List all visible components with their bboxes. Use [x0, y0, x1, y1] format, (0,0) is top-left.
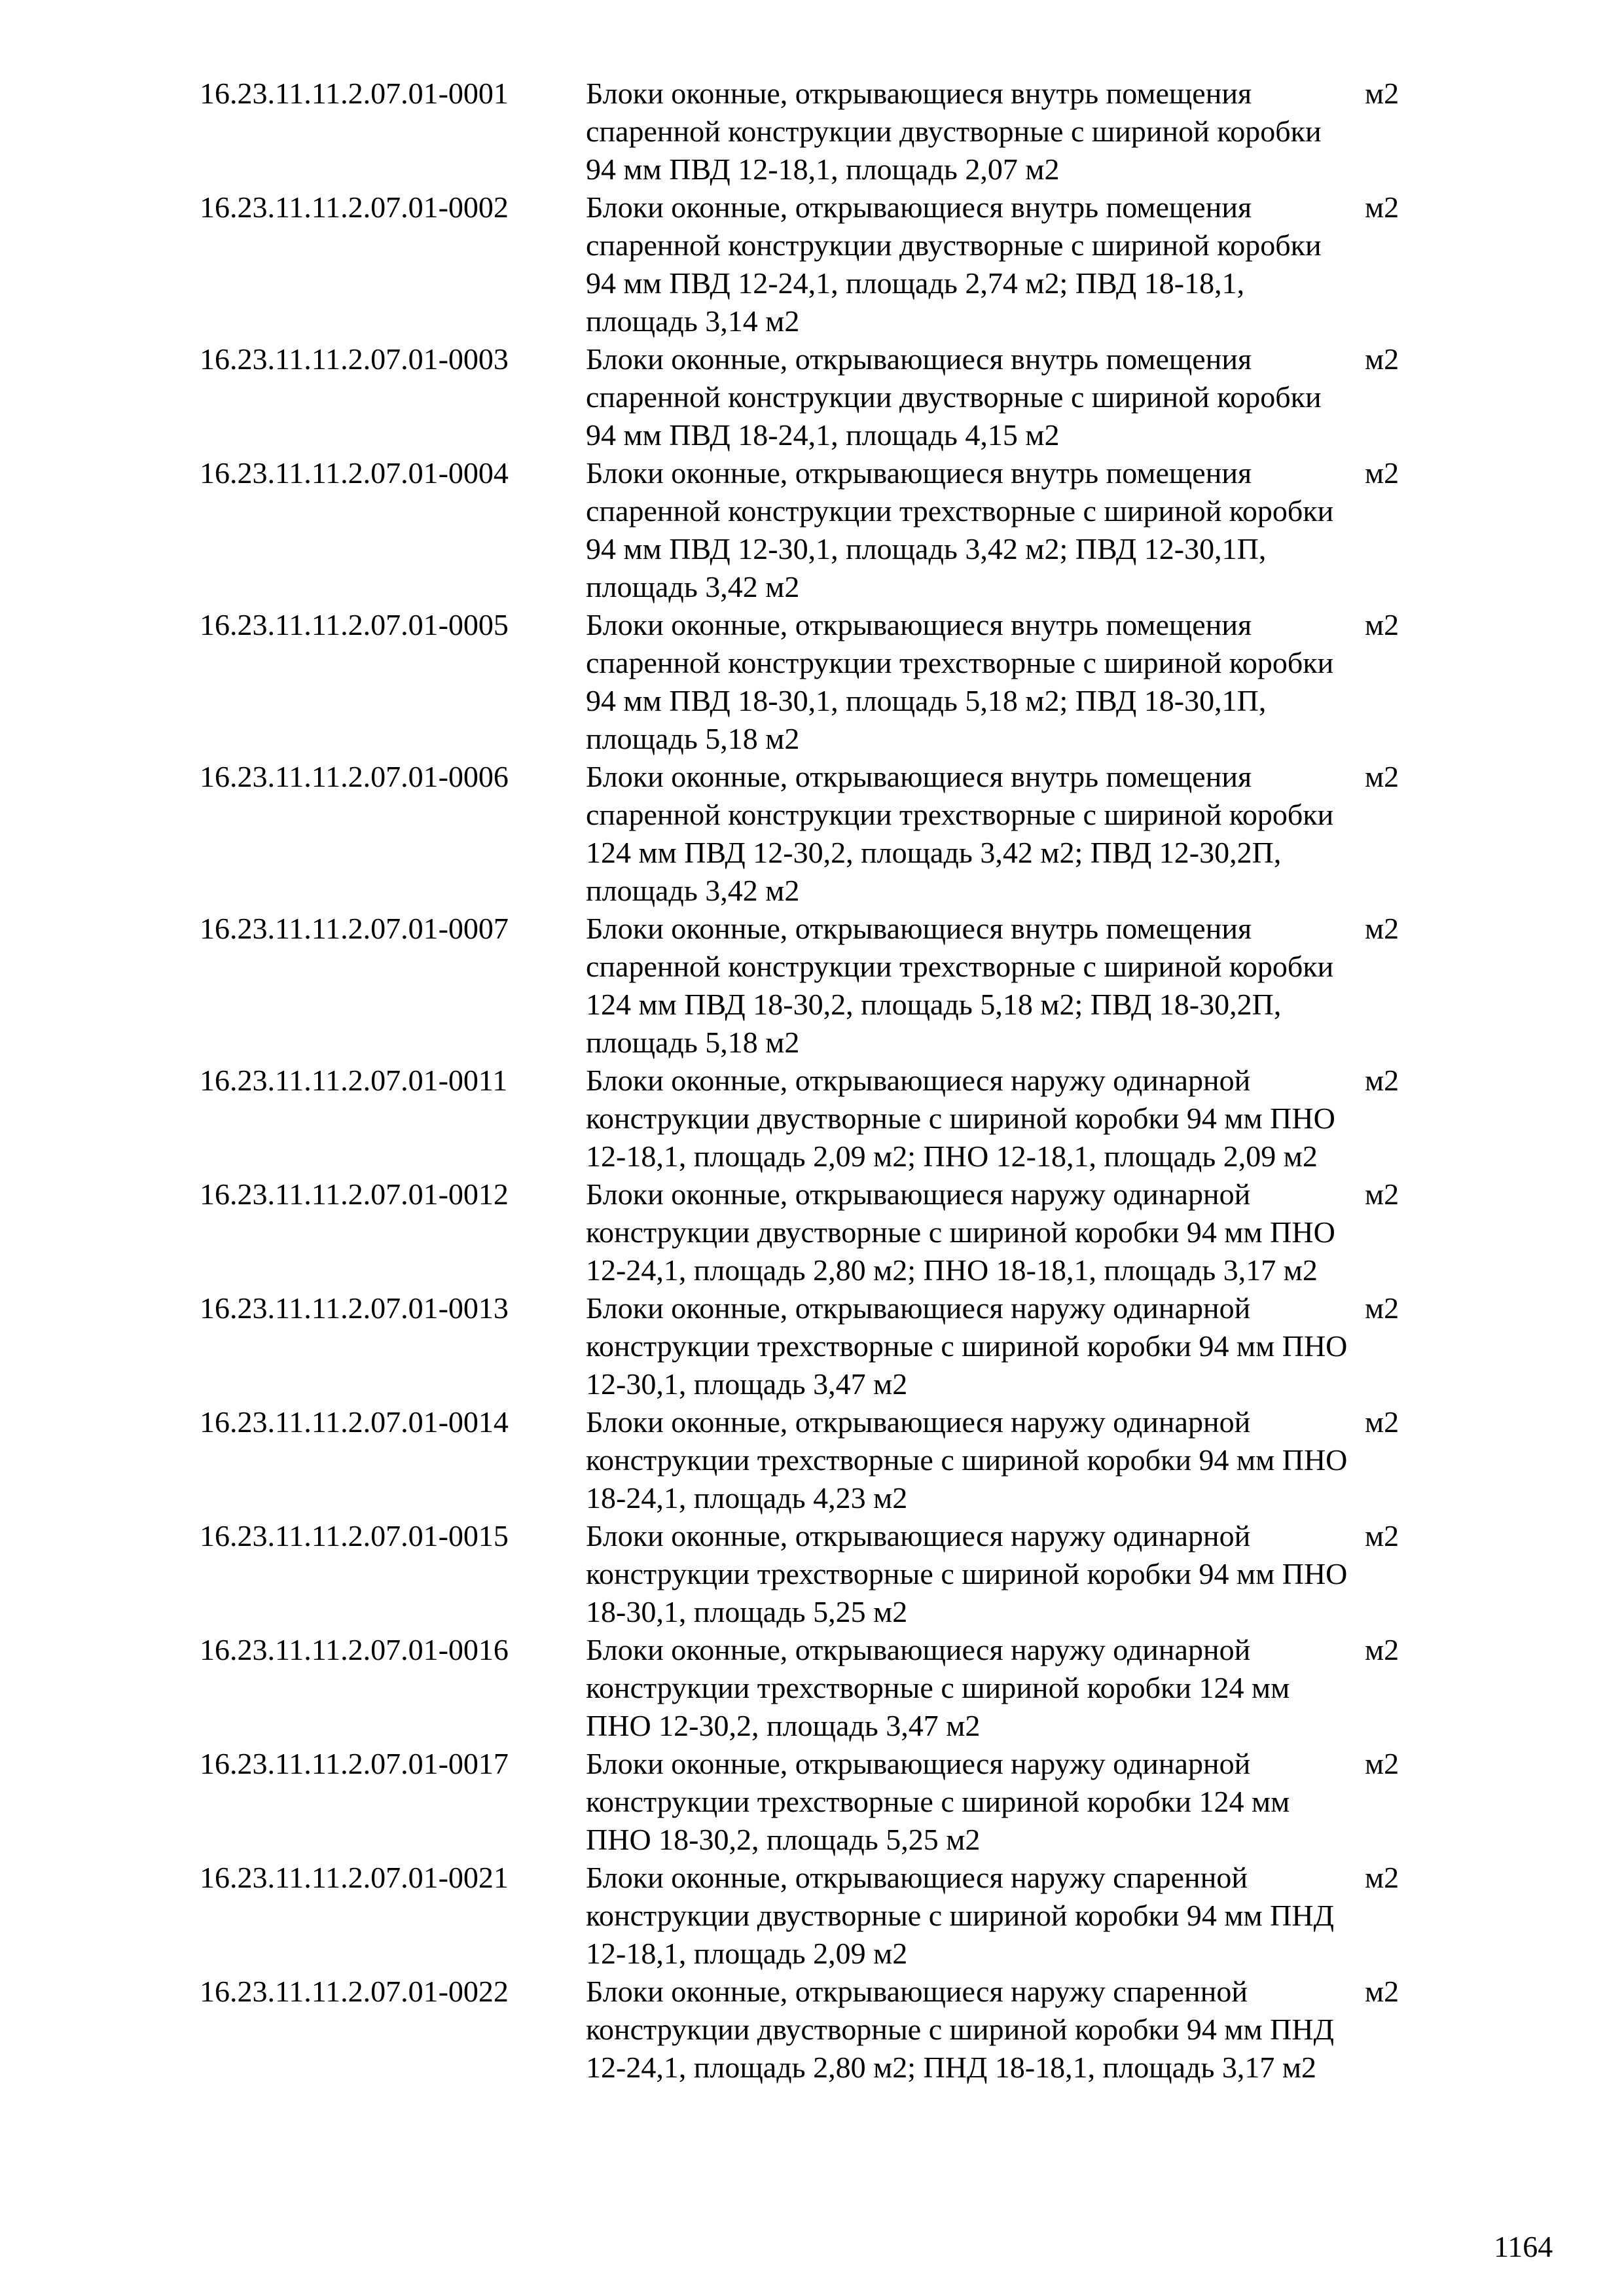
- table-row: [200, 1973, 1443, 2087]
- item-code: 16.23.11.11.2.07.01-0014: [200, 1405, 509, 1439]
- table-row: [200, 454, 1443, 606]
- item-code: 16.23.11.11.2.07.01-0007: [200, 912, 509, 945]
- table-row: [200, 75, 1443, 188]
- item-description: Блоки оконные, открывающиеся наружу одинарной конструкции трехстворные с шириной коробки 124 мм ПНО 18-30,2, площадь 5,25 м2: [586, 1747, 1290, 1856]
- item-unit: м2: [1365, 1177, 1399, 1211]
- item-description: Блоки оконные, открывающиеся наружу одинарной конструкции трехстворные с шириной коробки 94 мм ПНО 18-24,1, площадь 4,23 м2: [586, 1405, 1348, 1515]
- item-unit: м2: [1365, 1861, 1399, 1894]
- price-list-table: [200, 75, 1443, 2087]
- item-unit: м2: [1365, 1975, 1399, 2008]
- item-description: Блоки оконные, открывающиеся наружу одинарной конструкции трехстворные с шириной коробки 94 мм ПНО 12-30,1, площадь 3,47 м2: [586, 1291, 1348, 1401]
- item-unit: м2: [1365, 760, 1399, 793]
- item-code: 16.23.11.11.2.07.01-0017: [200, 1747, 509, 1780]
- item-unit: м2: [1365, 1747, 1399, 1780]
- item-description: Блоки оконные, открывающиеся внутрь помещения спаренной конструкции трехстворные с шириной коробки 124 мм ПВД 12-30,2, площадь 3,42 м2; ПВД 12-30,2П, площадь 3,42 м2: [586, 760, 1334, 907]
- table-row: [200, 1517, 1443, 1631]
- item-unit: м2: [1365, 190, 1399, 224]
- item-code: 16.23.11.11.2.07.01-0015: [200, 1519, 509, 1552]
- item-unit: м2: [1365, 1291, 1399, 1325]
- item-description: Блоки оконные, открывающиеся внутрь помещения спаренной конструкции двустворные с шириной коробки 94 мм ПВД 18-24,1, площадь 4,15 м2: [586, 342, 1322, 452]
- table-row: [200, 1631, 1443, 1745]
- table-row: [200, 340, 1443, 454]
- item-description: Блоки оконные, открывающиеся наружу одинарной конструкции трехстворные с шириной коробки 124 мм ПНО 12-30,2, площадь 3,47 м2: [586, 1633, 1290, 1742]
- item-code: 16.23.11.11.2.07.01-0013: [200, 1291, 509, 1325]
- table-row: [200, 1175, 1443, 1289]
- item-description: Блоки оконные, открывающиеся наружу спаренной конструкции двустворные с шириной коробки 94 мм ПНД 12-24,1, площадь 2,80 м2; ПНД 18-18,1, площадь 3,17 м2: [586, 1975, 1334, 2084]
- item-unit: м2: [1365, 1405, 1399, 1439]
- page-number: 1164: [1494, 2230, 1553, 2263]
- item-unit: м2: [1365, 77, 1399, 110]
- item-code: 16.23.11.11.2.07.01-0021: [200, 1861, 509, 1894]
- item-description: Блоки оконные, открывающиеся наружу спаренной конструкции двустворные с шириной коробки 94 мм ПНД 12-18,1, площадь 2,09 м2: [586, 1861, 1334, 1970]
- item-code: 16.23.11.11.2.07.01-0002: [200, 190, 509, 224]
- item-description: Блоки оконные, открывающиеся внутрь помещения спаренной конструкции двустворные с шириной коробки 94 мм ПВД 12-18,1, площадь 2,07 м2: [586, 77, 1322, 186]
- table-row: [200, 1062, 1443, 1175]
- item-description: Блоки оконные, открывающиеся внутрь помещения спаренной конструкции трехстворные с шириной коробки 94 мм ПВД 12-30,1, площадь 3,42 м2; ПВД 12-30,1П, площадь 3,42 м2: [586, 456, 1334, 603]
- item-code: 16.23.11.11.2.07.01-0003: [200, 342, 509, 376]
- item-description: Блоки оконные, открывающиеся внутрь помещения спаренной конструкции трехстворные с шириной коробки 94 мм ПВД 18-30,1, площадь 5,18 м2; ПВД 18-30,1П, площадь 5,18 м2: [586, 608, 1334, 755]
- table-row: [200, 1745, 1443, 1859]
- item-description: Блоки оконные, открывающиеся внутрь помещения спаренной конструкции двустворные с шириной коробки 94 мм ПВД 12-24,1, площадь 2,74 м2; ПВД 18-18,1, площадь 3,14 м2: [586, 190, 1322, 338]
- item-unit: м2: [1365, 342, 1399, 376]
- item-unit: м2: [1365, 1633, 1399, 1666]
- item-code: 16.23.11.11.2.07.01-0004: [200, 456, 509, 490]
- table-row: [200, 188, 1443, 340]
- item-description: Блоки оконные, открывающиеся наружу одинарной конструкции двустворные с шириной коробки 94 мм ПНО 12-18,1, площадь 2,09 м2; ПНО 12-18,1, площадь 2,09 м2: [586, 1064, 1335, 1173]
- table-row: [200, 1289, 1443, 1403]
- item-code: 16.23.11.11.2.07.01-0022: [200, 1975, 509, 2008]
- item-code: 16.23.11.11.2.07.01-0016: [200, 1633, 509, 1666]
- item-code: 16.23.11.11.2.07.01-0005: [200, 608, 509, 641]
- table-row: [200, 606, 1443, 758]
- item-code: 16.23.11.11.2.07.01-0012: [200, 1177, 509, 1211]
- item-unit: м2: [1365, 1064, 1399, 1097]
- table-row: [200, 758, 1443, 910]
- item-unit: м2: [1365, 456, 1399, 490]
- table-row: [200, 1859, 1443, 1973]
- item-code: 16.23.11.11.2.07.01-0001: [200, 77, 509, 110]
- item-description: Блоки оконные, открывающиеся внутрь помещения спаренной конструкции трехстворные с шириной коробки 124 мм ПВД 18-30,2, площадь 5,18 м2; ПВД 18-30,2П, площадь 5,18 м2: [586, 912, 1334, 1059]
- item-unit: м2: [1365, 608, 1399, 641]
- table-row: [200, 1403, 1443, 1517]
- item-code: 16.23.11.11.2.07.01-0011: [200, 1064, 508, 1097]
- table-row: [200, 910, 1443, 1062]
- item-unit: м2: [1365, 912, 1399, 945]
- item-description: Блоки оконные, открывающиеся наружу одинарной конструкции двустворные с шириной коробки 94 мм ПНО 12-24,1, площадь 2,80 м2; ПНО 18-18,1, площадь 3,17 м2: [586, 1177, 1335, 1287]
- item-unit: м2: [1365, 1519, 1399, 1552]
- item-description: Блоки оконные, открывающиеся наружу одинарной конструкции трехстворные с шириной коробки 94 мм ПНО 18-30,1, площадь 5,25 м2: [586, 1519, 1348, 1628]
- item-code: 16.23.11.11.2.07.01-0006: [200, 760, 509, 793]
